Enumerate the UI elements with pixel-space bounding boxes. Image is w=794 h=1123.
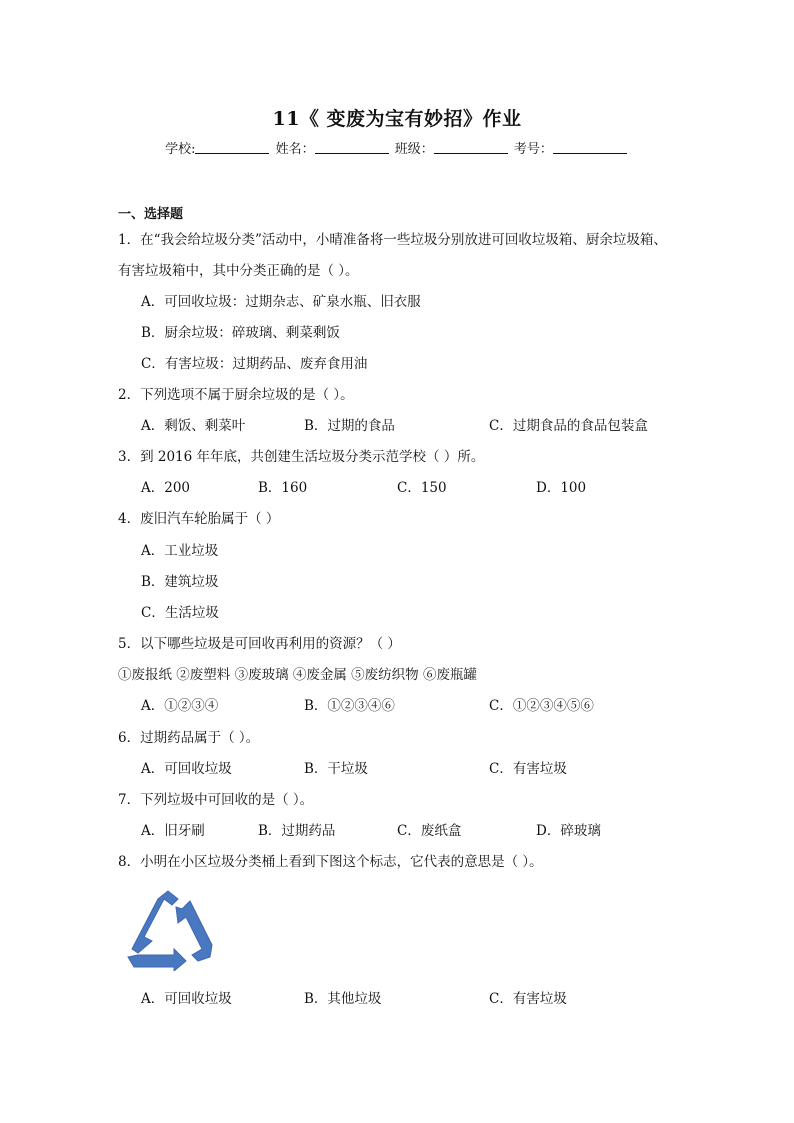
question-7-option-d[interactable]: D．碎玻璃 [536,823,601,839]
question-2: 2．下列选项不属于厨余垃圾的是（ ）。 [118,387,354,403]
name-label: 姓名： [275,142,315,157]
question-3-option-a[interactable]: A．200 [141,480,191,496]
recycle-symbol-icon [124,887,218,971]
question-7-option-c[interactable]: C．废纸盒 [397,823,462,839]
class-label: 班级： [394,142,434,157]
question-5-option-c[interactable]: C．①②③④⑤⑥ [489,698,594,714]
question-3-option-b[interactable]: B．160 [258,480,308,496]
question-2-option-a[interactable]: A．剩饭、剩菜叶 [141,418,246,434]
question-4-option-b[interactable]: B．建筑垃圾 [141,574,219,590]
question-8-option-b[interactable]: B．其他垃圾 [304,991,382,1007]
question-1-line-2: 有害垃圾箱中，其中分类正确的是（ ）。 [118,263,359,279]
question-1-line-1: 1．在“我会给垃圾分类”活动中，小晴准备将一些垃圾分别放进可回收垃圾箱、厨余垃圾箱、 [118,232,667,248]
question-5-option-a[interactable]: A．①②③④ [141,698,219,714]
page-title: 11《 变废为宝有妙招》作业 [272,108,522,130]
question-5-items: ①废报纸 ②废塑料 ③废玻璃 ④废金属 ⑤废纺织物 ⑥废瓶罐 [118,667,477,683]
question-6-option-a[interactable]: A．可回收垃圾 [141,761,232,777]
question-4: 4．废旧汽车轮胎属于（ ） [118,511,280,527]
question-6-option-b[interactable]: B．干垃圾 [304,761,368,777]
question-7-option-a[interactable]: A．旧牙刷 [141,823,205,839]
question-5-option-b[interactable]: B．①②③④⑥ [304,698,395,714]
question-3-option-c[interactable]: C．150 [397,480,447,496]
exam-no-label: 考号： [513,142,553,157]
question-3-option-d[interactable]: D．100 [536,480,587,496]
school-label: 学校: [165,142,196,157]
question-8: 8．小明在小区垃圾分类桶上看到下图这个标志，它代表的意思是（ ）。 [118,854,543,870]
question-1-option-b[interactable]: B．厨余垃圾：碎玻璃、剩菜剩饭 [141,325,340,341]
question-7: 7．下列垃圾中可回收的是（ ）。 [118,792,314,808]
question-6-option-c[interactable]: C．有害垃圾 [489,761,567,777]
question-2-option-b[interactable]: B．过期的食品 [304,418,395,434]
question-7-option-b[interactable]: B．过期药品 [258,823,336,839]
question-5: 5．以下哪些垃圾是可回收再利用的资源？（ ） [118,636,401,652]
exam-no-blank[interactable] [553,141,627,154]
class-blank[interactable] [434,141,508,154]
question-6: 6．过期药品属于（ ）。 [118,730,260,746]
section-heading: 一、选择题 [118,207,184,222]
question-4-option-c[interactable]: C．生活垃圾 [141,605,219,621]
name-blank[interactable] [315,141,389,154]
school-blank[interactable] [195,141,269,154]
question-4-option-a[interactable]: A．工业垃圾 [141,543,219,559]
question-3: 3．到 2016 年年底，共创建生活垃圾分类示范学校（ ）所。 [118,449,485,465]
question-2-option-c[interactable]: C．过期食品的食品包装盒 [489,418,648,434]
question-8-option-a[interactable]: A．可回收垃圾 [141,991,232,1007]
question-1-option-a[interactable]: A．可回收垃圾：过期杂志、矿泉水瓶、旧衣服 [141,294,421,310]
question-1-option-c[interactable]: C．有害垃圾：过期药品、废弃食用油 [141,356,368,372]
student-info [0,138,794,157]
question-8-option-c[interactable]: C．有害垃圾 [489,991,567,1007]
